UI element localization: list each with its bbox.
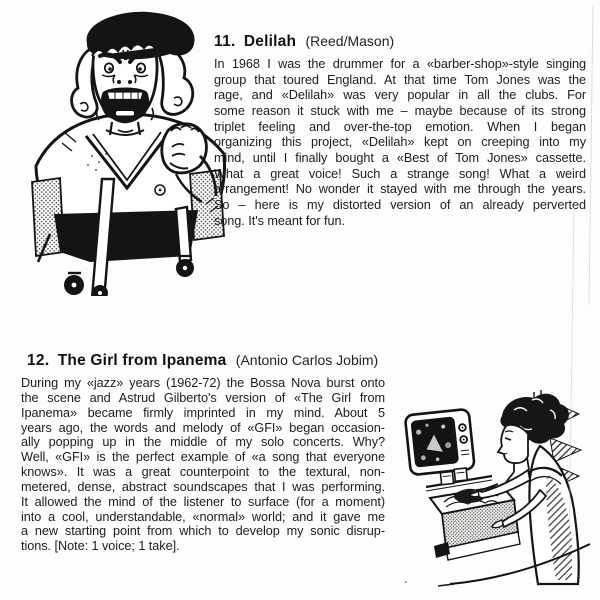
track-11-text <box>214 31 586 229</box>
body-line: into a cool, understandable, «normal» world; and it gave me <box>21 509 385 524</box>
singer-caricature-illustration <box>30 4 230 296</box>
woman-tv-console-illustration <box>398 386 600 600</box>
track-12-text <box>21 350 385 554</box>
body-line: In 1968 I was the drummer for a «barber-shop»-style singing <box>214 57 586 71</box>
body-line: tions. [Note: 1 voice; 1 take]. <box>21 539 180 554</box>
body-line: ally popping up in the middle of my solo concerts. Why? <box>21 435 385 450</box>
shouting-mouth <box>101 88 149 121</box>
profile-face <box>498 425 528 463</box>
body-line: song. It's meant for fun. <box>214 213 345 228</box>
track-12-body <box>21 376 385 554</box>
track-12-heading <box>21 350 385 371</box>
body-line: knows». It was a great counterpoint to the textural, non- <box>21 465 385 480</box>
body-line: organizing this project, «Delilah» kept on creeping into my <box>214 135 586 150</box>
body-line: a new starting point from which to develop my sonic disrup- <box>21 524 385 539</box>
body-line: group that toured England. At that time Tom Jones was the <box>214 72 586 87</box>
body-line: Well, «GFI» is the perfect example of «a song that everyone <box>21 450 385 465</box>
body-line: years ago, the words and melody of «GFI» began occasion- <box>21 420 385 435</box>
body-line: triplet feeling and over-the-top emotion. When I began <box>214 119 586 134</box>
track-title: The Girl from Ipanema <box>57 352 227 369</box>
track-11-heading <box>214 31 586 52</box>
body-line: the scene and Astrud Gilberto's version of «The Girl from <box>21 390 385 405</box>
track-credit: (Reed/Mason) <box>305 33 395 49</box>
track-number: 11. <box>214 33 236 50</box>
body-line: rage, and «Delilah» was very popular in all the clubs. For <box>214 88 586 103</box>
track-credit: (Antonio Carlos Jobim) <box>235 352 379 368</box>
track-11-body <box>214 57 586 229</box>
track-title: Delilah <box>243 33 297 50</box>
body-line: It allowed the mind of the listener to surface (for a moment) <box>21 494 385 509</box>
body-line: What a great voice! Such a strange song! What a weird <box>214 166 586 181</box>
tv-set <box>405 409 475 475</box>
body-line: metered, dense, abstract soundscapes that I was performing. <box>21 479 385 494</box>
track-number: 12. <box>27 352 50 369</box>
body-line: some reason it stuck with me – maybe because of its strong <box>214 103 586 118</box>
body-line: arrangement! No wonder it stayed with me through the years. <box>214 182 586 197</box>
body-line: Ipanema» became firmly imprinted in my mind. About 5 <box>21 405 385 420</box>
caster-wheel <box>64 273 84 295</box>
body-line: During my «jazz» years (1962-72) the Bossa Nova burst onto <box>21 376 385 390</box>
body-line: So – here is my distorted version of an already perverted <box>214 197 586 212</box>
beret-hat <box>87 12 195 59</box>
body-line: mind, until I finally bought a «Best of Tom Jones» cassette. <box>214 150 586 165</box>
